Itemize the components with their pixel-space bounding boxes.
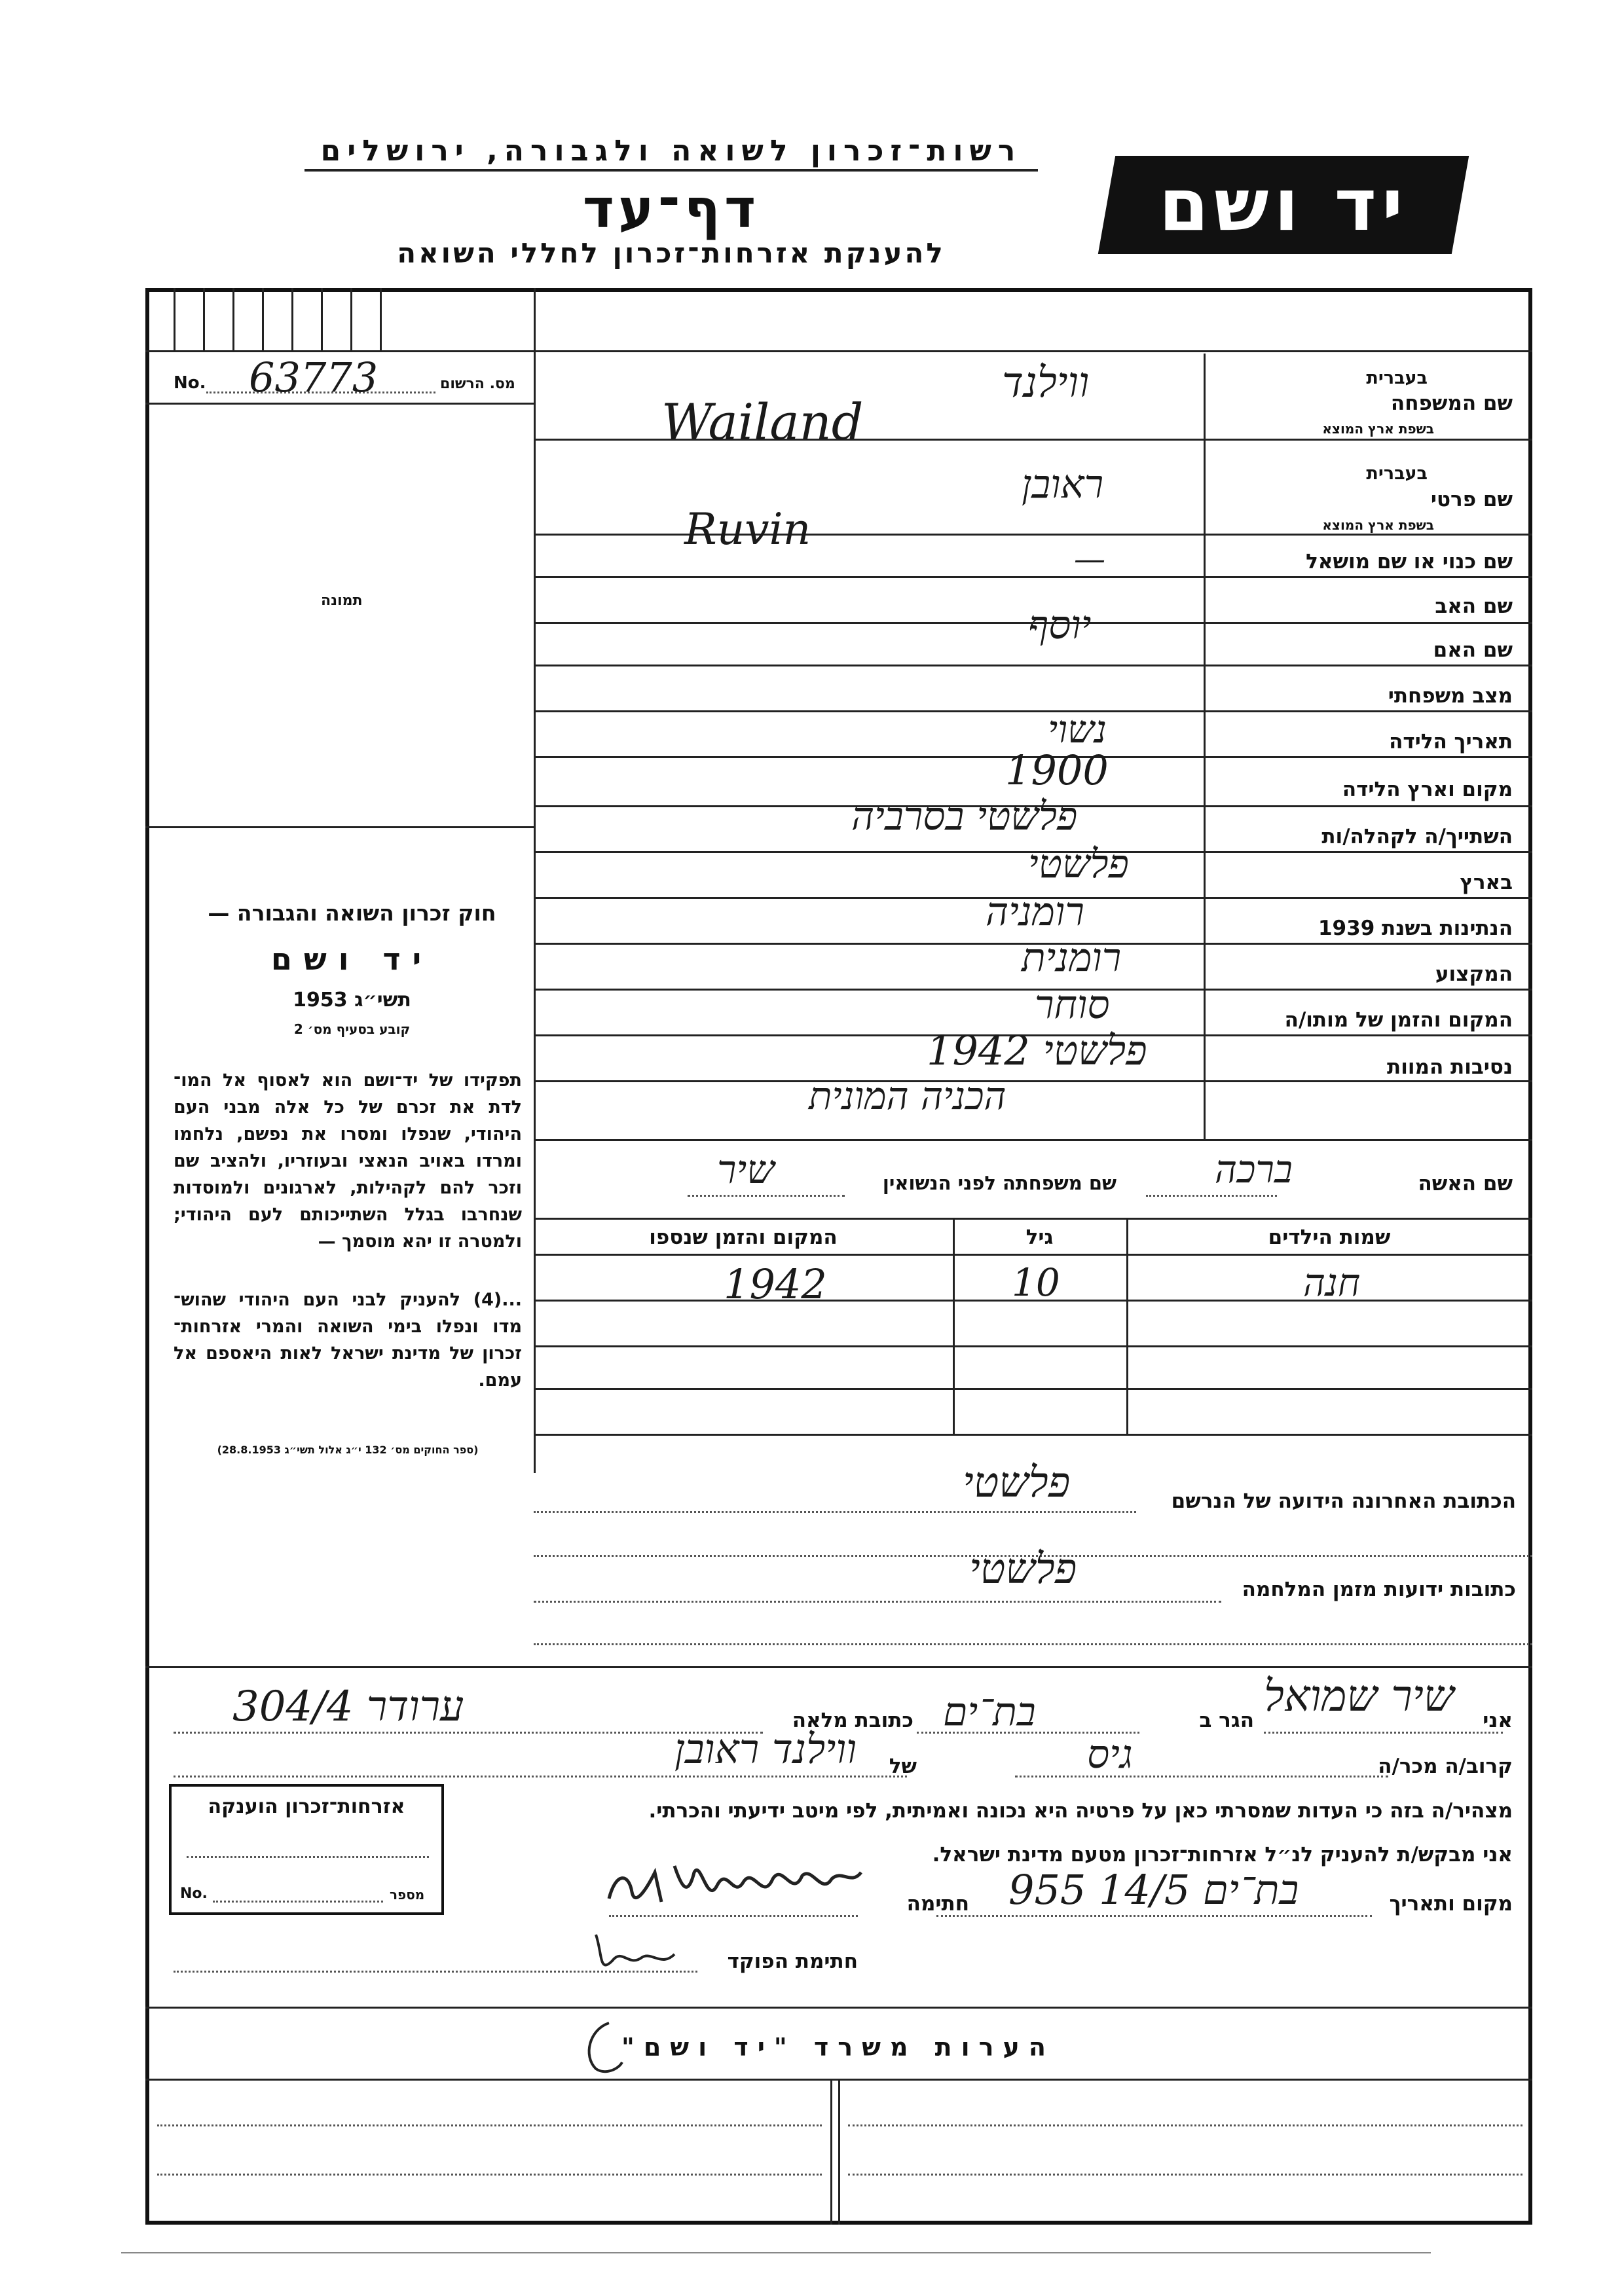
first-name-origin-value: Ruvin [684,504,811,555]
label-column-divider [1204,354,1206,1139]
marital-label: מצב משפחתי [1388,684,1513,708]
relation-label: קרוב/ה מכר/ה [1378,1755,1513,1778]
law-name: יד ושם [270,941,434,977]
registration-label: מס. הרשום [440,376,515,392]
citizenship-box-no: No. [180,1886,208,1902]
strip-box [203,288,205,350]
authority-underline [304,169,1038,172]
maiden-line [688,1195,845,1197]
i-value: שיר שמואל [1264,1671,1454,1721]
form-frame [145,288,1532,2225]
i-line [1264,1732,1503,1734]
photo-top-line [145,403,534,405]
birth-date-label: תאריך הלידה [1389,730,1513,754]
place-date-label: מקום ותאריך [1389,1892,1513,1916]
registration-no-label: No. [174,373,206,393]
notes-line [848,2124,1522,2126]
photo-bottom-line [145,826,534,828]
strip-box [232,288,234,350]
witness-signature [602,1846,864,1918]
law-citation: (ספר החוקים מס׳ 132 י״ג אלול תשי״ג 28.8.1953) [217,1444,479,1456]
child-name: חנה [1303,1260,1361,1305]
marital-value: נשוי [1048,707,1107,752]
of-value: ווילנד ראובן [674,1725,857,1773]
children-header-line [534,1254,1532,1256]
death-place-value: פלשטי 1942 [927,1027,1147,1074]
row-line [534,989,1532,991]
notes-line [157,2174,822,2176]
first-name-hebrew-value: ראובן [1022,462,1104,507]
wife-label: שם האשה [1418,1172,1513,1195]
strip-box [291,288,293,350]
declare-text: מצהיר/ה בזה כי העדות שמסרתי כאן על פרטיה היא נכונה ואמיתית, לפי מיטב ידיעתי והכרתי. [648,1799,1513,1823]
registration-number: 63773 [249,354,378,401]
row-line [534,710,1532,712]
form-subtitle: להענקת אזרחות־זכרון לחללי השואה [397,237,946,269]
children-names-header: שמות הילדים [1268,1226,1391,1249]
children-col-divider [1126,1218,1128,1434]
maiden-value: שיר [717,1147,775,1193]
first-name-label: שם פרטי [1430,488,1513,511]
strip-box [321,288,323,350]
strip-box [350,288,352,350]
citizenship-box-line [187,1856,429,1858]
death-cause-value: הכניה המונית [809,1074,1006,1118]
first-name-origin-label: בשפת ארץ המוצא [1322,517,1434,533]
surname-hebrew-label: בעברית [1366,368,1428,388]
law-para2: ...(4) להעניק לבני העם היהודי שהוש־ מדו ונפלו בימי השואה והמרי אזרחות־ זכרון של מדינת ישראל לאות היאספם אל עמם. [174,1290,522,1391]
row-line [534,665,1532,666]
address-line [534,1643,1532,1645]
yad-vashem-logo [1098,156,1469,254]
child-age: 10 [1012,1260,1060,1305]
citizenship-label: הנתינות בשנת 1939 [1318,917,1513,940]
citizenship-box-number-label: מספר [390,1887,425,1903]
office-notes-title: הערות משרד "יד ושם" [621,2033,1055,2062]
birth-place-value: פלשטי בסרביה [851,793,1078,839]
photo-label: תמונה [321,592,363,609]
officer-signature [589,1922,688,1980]
law-para1: תפקידו של יד־ושם הוא לאסוף אל המו־ לדת את זכרם של כל אלה מבני העם היהודי, שנפלו ומסרו את נפשם, נלחמו ומרדו באויב הנאצי ובעוזריו, ולהציב שם וזכר להם לקהילות, לארגונים ולמוסדות שנחרבו בגלל השתייכותם לעם היהודי; ולמטרה זו יהא מוסמך — [174,1070,522,1252]
resides-label: הגר ב [1199,1709,1254,1732]
row-line [534,534,1532,536]
wife-value: ברכה [1215,1147,1293,1192]
first-name-hebrew-label: בעברית [1366,464,1428,484]
father-label: שם האב [1435,594,1513,618]
maiden-label: שם משפחתה לפני הנשואין [882,1172,1116,1194]
war-address-label: כתובות ידועות מזמן המלחמה [1242,1578,1516,1601]
of-label: של [889,1755,917,1778]
page-bottom-rule [121,2252,1431,2253]
country-value: רומניה [986,889,1084,935]
war-address-line [534,1601,1221,1603]
profession-label: המקצוע [1435,962,1513,986]
place-date-value: בת־ים 14/5 955 [1008,1866,1299,1914]
birth-place-label: מקום וארץ הלידה [1342,778,1513,801]
surname-origin-value: Wailand [661,393,864,451]
children-top-line [534,1218,1532,1220]
resides-value: בת־ים [943,1689,1036,1735]
law-year: תשי״ג 1953 [293,989,411,1011]
children-col-divider [953,1218,955,1434]
citizenship-box-no-line [213,1901,383,1903]
country-label: בארץ [1460,871,1513,894]
children-age-header: גיל [1025,1226,1054,1249]
father-value: יוסף [1028,602,1092,648]
surname-hebrew-value: ווילנד [1002,359,1090,407]
row-line [534,1139,1532,1141]
law-title: חוק זכרון השואה והגבורה — [208,900,496,926]
address-value: ערודר 304/4 [232,1683,464,1731]
row-line [534,1080,1532,1082]
row-line [534,576,1532,578]
community-label: השתייך/ה לקהלה/ות [1321,825,1513,848]
child-place-time: 1942 [724,1260,827,1308]
of-line [174,1776,907,1777]
notes-line [848,2174,1522,2176]
address-label: כתובת מלאה [792,1709,913,1732]
relation-value: גיס [1087,1732,1133,1777]
authority-line: רשות־זכרון לשואה ולגבורה, ירושלים [320,134,1022,168]
top-strip-line [145,350,1532,352]
office-notes-divider [838,2079,840,2225]
birth-date-value: 1900 [1005,746,1109,794]
left-column-divider [534,288,536,1473]
office-notes-top-line [145,2007,1532,2009]
surname-origin-label: בשפת ארץ המוצא [1322,421,1434,437]
citizenship-value: רומנית [1022,935,1122,981]
nickname-label: שם כנוי או שם מושאל [1306,550,1513,574]
children-place-header: המקום והזמן שנספו [649,1226,838,1249]
form-title: דף־עד [582,178,760,240]
profession-value: סוחר [1035,982,1110,1028]
children-row-line [534,1388,1532,1390]
request-text: אני מבקש/ת להעניק לנ״ל אזרחות־זכרון מטעם מדינת ישראל. [932,1843,1513,1867]
citizenship-box-title: אזרחות־זכרון הוענקה [208,1795,405,1818]
strip-box [174,288,175,350]
children-bottom-line [534,1434,1532,1436]
war-address-value: פלשטי [969,1545,1077,1594]
nickname-value: — [1074,541,1105,577]
office-notes-mark [576,2016,629,2075]
notes-line [157,2124,822,2126]
community-value: פלשטי [1028,841,1129,887]
signature-label: חתימה [906,1892,969,1916]
strip-box [380,288,382,350]
surname-label: שם המשפחה [1390,392,1513,415]
children-row-line [534,1345,1532,1347]
death-place-label: המקום והזמן של מותו/ה [1284,1008,1513,1032]
i-label: אני [1483,1709,1513,1732]
office-notes-divider [830,2079,832,2225]
place-date-line [936,1915,1372,1917]
death-cause-label: נסיבות המוות [1387,1055,1513,1079]
last-address-line [534,1511,1136,1513]
last-address-value: פלשטי [963,1459,1071,1507]
law-section: קובע בסעיף מס׳ 2 [293,1021,411,1037]
relation-line [1015,1776,1388,1777]
logo-text: יד ושם [1158,163,1409,247]
last-address-label: הכתובת האחרונה הידועה של הנרשם [1171,1489,1516,1513]
officer-label: חתימת הפוקד [727,1950,858,1973]
declaration-top-line [145,1666,1532,1668]
wife-line [1146,1195,1277,1197]
strip-box [262,288,264,350]
mother-label: שם האם [1433,638,1513,662]
